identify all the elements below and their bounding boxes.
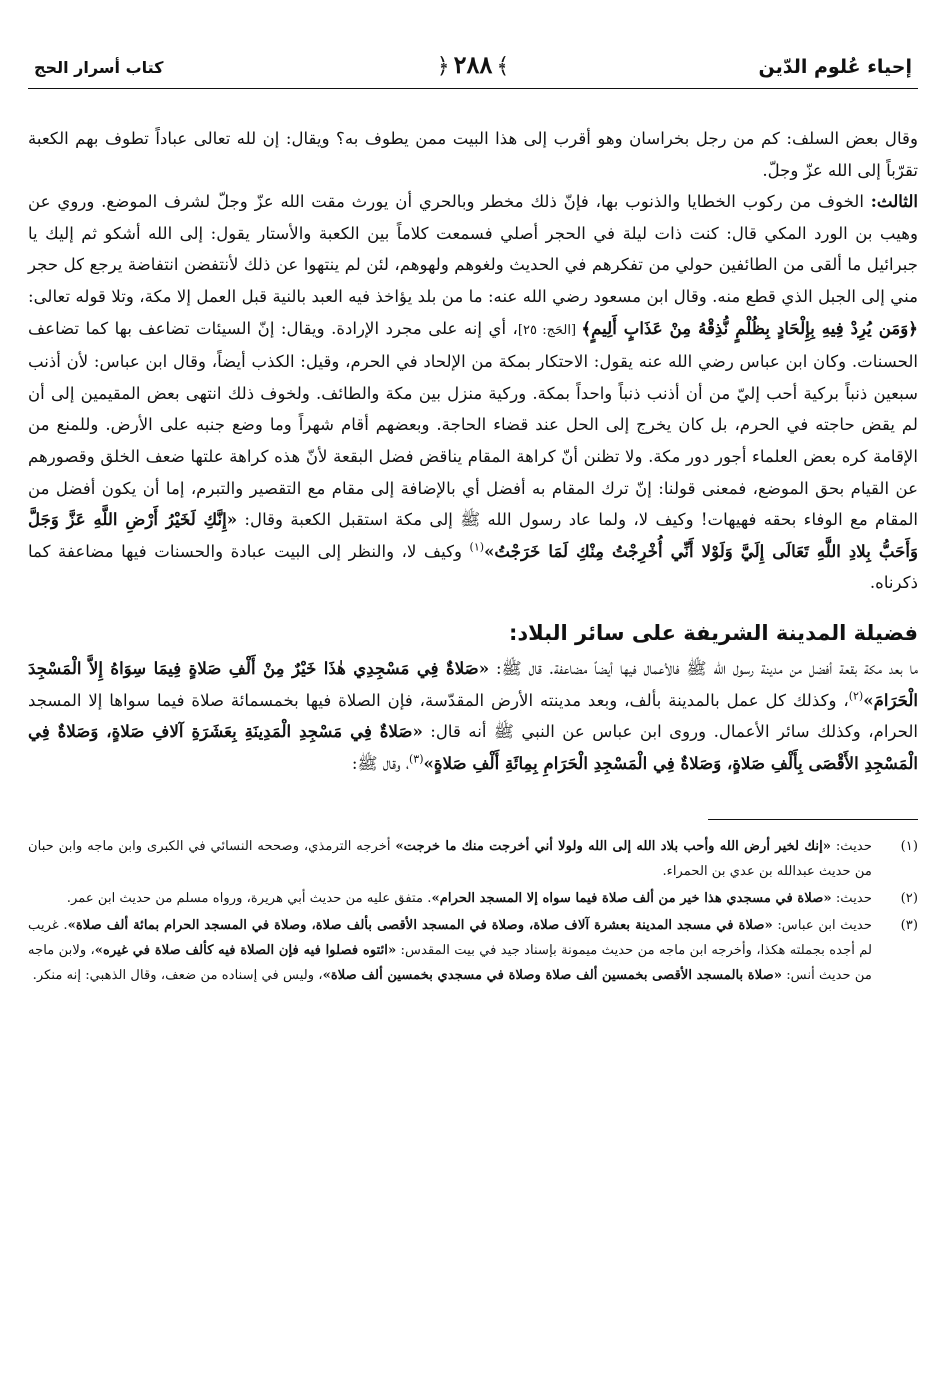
paragraph-1: وقال بعض السلف: كم من رجل بخراسان وهو أقرب إلى هذا البيت ممن يطوف به؟ ويقال: إن لله تعالى عباداً تطوف بهم الكعبة تقرّباً إلى الله عزّ وجلّ. [28,129,918,180]
footnote-hadith: «صلاة في مسجد المدينة بعشرة آلاف صلاة، وصلاة في المسجد الأقصى بألف صلاة، وصلاة في المسجد الحرام بمائة ألف صلاة» [67,918,773,934]
footnote-item [28,886,918,911]
footnote-hadith: «ائتوه فصلوا فيه فإن الصلاة فيه كألف صلاة في غيره» [94,943,397,959]
footnote-item [28,913,918,988]
footnote-marker-3[interactable]: (٣) [409,752,424,766]
footnote-text-part: حديث: [831,891,872,907]
paragraph-2-text-a: الخوف من ركوب الخطايا والذنوب بها، فإنّ ذلك مخطر وبالحري أن يورث مقت الله عزّ وجلّ لشرف الموضع. وروي عن وهيب بن الورد المكي قال: كنت ذات ليلة في الحجر أصلي فسمعت كلاماً بين الكعبة والأستار يقول: إلى الله أشكو ثم إليك يا جبرائيل ما ألقى من الطائفين حولي من تفكرهم في الحديث ولغوهم ولهوهم، لئن لم ينتهوا عن ذلك لأنتفضن انتفاضة يرجع كل حجر مني إلى الجبل الذي قطع منه. وقال ابن مسعود رضي الله عنه: ما من بلد يؤاخذ فيه العبد بالنية قبل العمل إلا مكة، وتلا قوله تعالى: [28,192,918,306]
footnote-divider [708,819,918,820]
quran-verse: ﴿وَمَن يُرِدْ فِيهِ بِإِلْحَادٍ بِظُلْمٍ نُّذِقْهُ مِنْ عَذَابٍ أَلِيمٍ﴾ [581,317,918,338]
hadith-1: «إِنَّكِ لَخَيْرُ أَرْضِ اللَّهِ عَزَّ وَجَلَّ وَأَحَبُّ بِلادِ اللَّهِ تَعَالَى إِلَيَّ وَلَوْلا أَنِّي أُخْرِجْتُ مِنْكِ لَمَا خَرَجْتُ» [28,509,918,561]
hadith-3: «صَلاةٌ فِي مَسْجِدِ الْمَدِينَةِ بِعَشَرَةِ آلافِ صَلاةٍ، وَصَلاةٌ فِي الْمَسْجِدِ الأَقْصَى بِأَلْفِ صَلاةٍ، وَصَلاةٌ فِي الْمَسْجِدِ الْحَرَامِ بِمِائَةِ أَلْفِ صَلاةٍ» [28,721,918,773]
page-header [28,40,918,89]
page-number: ٢٨٨ [453,50,493,79]
footnote-text [28,913,872,988]
paragraph-2-text-c: وكيف لا، والنظر إلى البيت عبادة والحسنات فيها مضاعفة كما ذكرناه. [28,541,918,593]
main-text [28,123,918,779]
footnote-text-part: أخرجه الترمذي، وصححه النسائي في الكبرى وابن ماجه وابن حبان من حديث عبدالله بن عدي بن الحمراء. [28,839,872,880]
footnote-text-part: . متفق عليه من حديث أبي هريرة، ورواه مسلم من حديث ابن عمر. [66,891,432,907]
paragraph-3-text-a: ما بعد مكة بقعة أفضل من مدينة رسول الله ﷺ فالأعمال فيها أيضاً مضاعفة. قال ﷺ: [489,658,918,678]
paragraph-3-text-b: ، وكذلك كل عمل بالمدينة بألف، وبعد مدينته الأرض المقدّسة، فإن الصلاة فيها بخمسمائة صلاة فيما سواها إلا المسجد الحرام، وكذلك سائر الأعمال. وروى ابن عباس عن النبي ﷺ أنه قال: [28,690,918,742]
footnote-text-part: حديث: [831,839,872,855]
footnote-hadith: «إنك لخير أرض الله وأحب بلاد الله إلى الله ولولا أني أخرجت منك ما خرجت» [395,839,832,855]
footnote-text [28,834,872,884]
footnote-number: (٣) [900,918,918,934]
paragraph-2-lead: الثالث: [870,191,918,212]
footnote-text-part: ، ولابن ماجه من حديث أنس: [28,943,872,984]
footnote-marker-1[interactable]: (١) [469,540,485,554]
footnote-text [28,886,872,911]
hadith-2: «صَلاةٌ فِي مَسْجِدِي هٰذَا خَيْرٌ مِنْ أَلْفِ صَلاةٍ فِيمَا سِوَاهُ إِلاَّ الْمَسْجِدَ الْحَرَامَ» [28,657,918,710]
book-page [28,40,918,1370]
ornament-left-icon: ﴿ [436,54,450,79]
book-title: إحياء عُلوم الدّين [758,56,912,78]
paragraph-3-text-c: ، وقال ﷺ: [351,753,409,773]
footnotes [28,834,918,988]
footnote-text-part: حديث ابن عباس: [772,918,872,934]
footnote-number: (١) [900,839,918,855]
footnote-item [28,834,918,884]
ornament-right-icon: ﴾ [496,54,510,79]
page-number-block [433,50,513,79]
paragraph-2 [28,186,918,599]
footnote-number: (٢) [900,891,918,907]
chapter-title: كتاب أسرار الحج [34,58,164,77]
section-heading: فضيلة المدينة الشريفة على سائر البلاد: [508,620,918,645]
quran-reference: [الحَج: ٢٥] [517,322,582,338]
footnote-text-part: . غريب لم أجده بجملته هكذا، وأخرجه ابن ماجه من حديث ميمونة بإسناد جيد في بيت المقدس: [28,918,873,959]
footnote-text-part: ، وليس في إسناده من ضعف، وقال الذهبي: إنه منكر. [32,968,323,984]
footnote-marker-2[interactable]: (٢) [848,688,864,702]
footnote-hadith: «صلاة بالمسجد الأقصى بخمسين ألف صلاة وصلاة في مسجدي بخمسين ألف صلاة» [322,968,783,984]
footnote-hadith: «صلاة في مسجدي هذا خير من ألف صلاة فيما سواه إلا المسجد الحرام» [431,891,832,907]
paragraph-3 [28,653,918,779]
paragraph-2-text-b: ، أي إنه على مجرد الإرادة. ويقال: إنّ السيئات تضاعف بها كما تضاعف الحسنات. وكان ابن عباس رضي الله عنه يقول: الاحتكار بمكة من الإلحاد في الحرم، وقيل: الكذب أيضاً، وقال ابن عباس: لأن أذنب سبعين ذنباً بركية أحب إليّ من أن أذنب ذنباً واحداً بمكة. وركية منزل بين مكة والطائف. ولخوف ذلك انتهى بعض المقيمين إلى أن لم يقض حاجته في الحرم، بل كان يخرج إلى الحل عند قضاء الحاجة. وبعضهم أقام شهراً وما وضع جنبه على الأرض. وللمنع من الإقامة كره بعض العلماء أجور دور مكة. ولا تظنن أنّ كراهة المقام يناقض فضل البقعة لأنّ هذه كراهة علتها ضعف الخلق وقصورهم عن القيام بحق الموضع، فمعنى قولنا: إنّ ترك المقام به أفضل أي بالإضافة إلى مقام مع التقصير والتبرم، إما أن يكون أفضل من المقام مع الوفاء بحقه فهيهات! وكيف لا، ولما عاد رسول الله ﷺ إلى مكة استقبل الكعبة وقال: [28,318,918,530]
